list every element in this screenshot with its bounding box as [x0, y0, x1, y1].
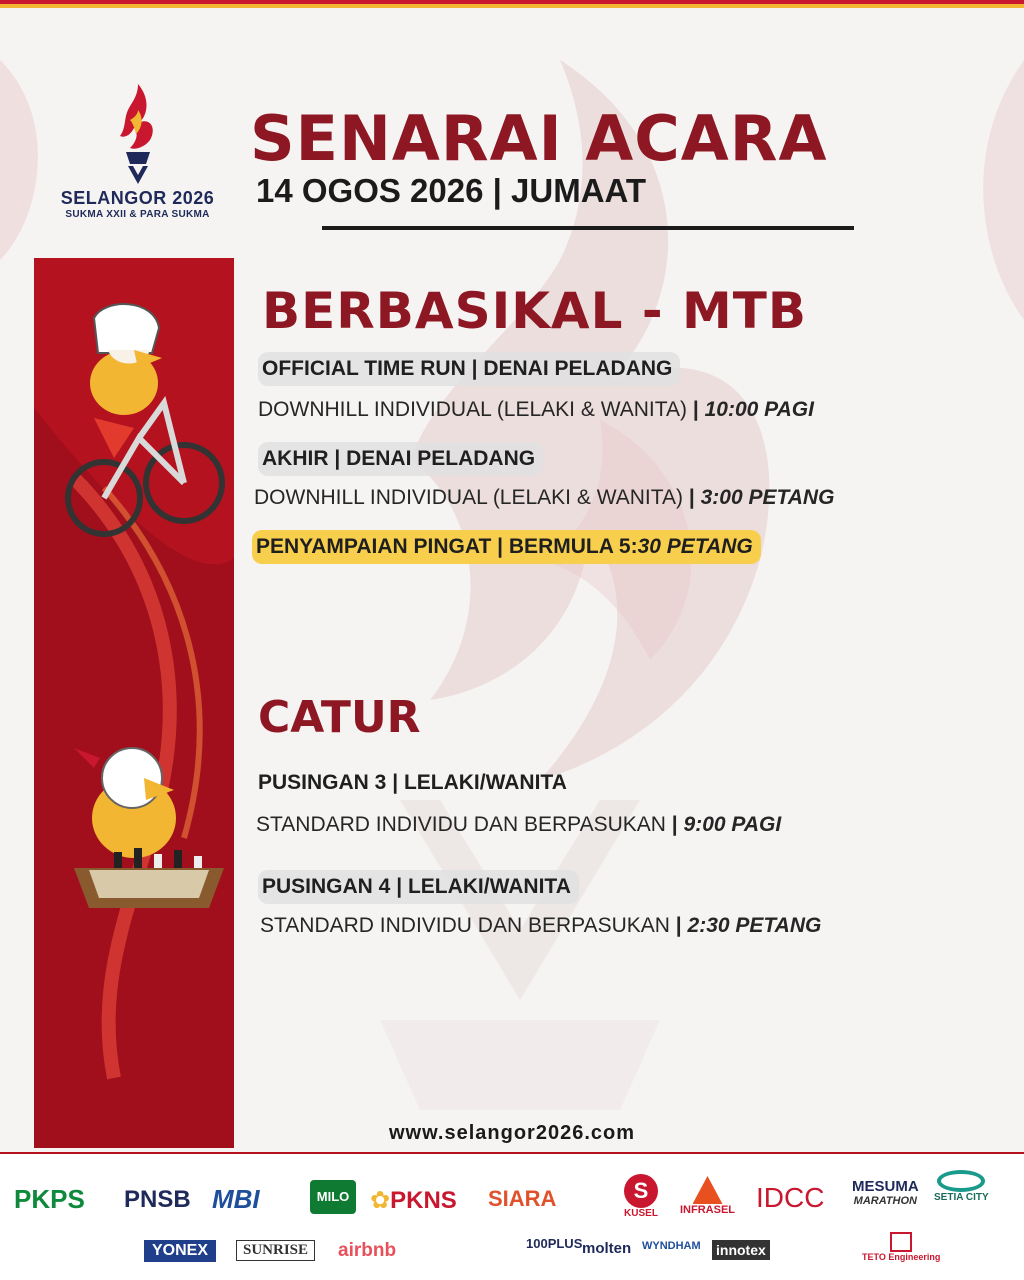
- sponsor-sunrise: SUNRISE: [236, 1240, 315, 1261]
- medal-ceremony-label: PENYAMPAIAN PINGAT: [256, 535, 492, 558]
- mtb-session-2-time: 3:00 PETANG: [700, 486, 835, 509]
- infrasel-logo-icon: [693, 1176, 723, 1204]
- selangor-2026-logo: [50, 80, 225, 230]
- mtb-session-1-label: OFFICIAL TIME RUN: [262, 357, 466, 380]
- catur-round-3-group: LELAKI/WANITA: [403, 771, 567, 794]
- sponsor-infrasel: INFRASEL: [680, 1176, 735, 1216]
- logo-title: SELANGOR 2026: [60, 188, 215, 208]
- catur-round-4-time: 2:30 PETANG: [687, 914, 822, 937]
- sponsor-kusel: S KUSEL: [624, 1174, 658, 1219]
- mtb-session-1-event: DOWNHILL INDIVIDUAL (LELAKI & WANITA) | 10:00 PAGI: [258, 398, 814, 421]
- sponsor-yonex: YONEX: [144, 1240, 216, 1262]
- sponsor-molten: molten: [582, 1240, 632, 1257]
- sponsor-idcc: IDCC: [756, 1182, 825, 1213]
- sponsor-airbnb: airbnb: [338, 1240, 397, 1261]
- sponsor-footer: [0, 1152, 1024, 1280]
- section-title-catur: CATUR: [258, 692, 421, 743]
- mtb-session-1-time: 10:00 PAGI: [704, 398, 814, 421]
- website-link[interactable]: www.selangor2026.com: [388, 1122, 635, 1144]
- sponsor-pkns: ✿PKNS: [370, 1187, 457, 1214]
- torch-icon: [108, 80, 168, 190]
- logo-subtitle: SUKMA XXII & PARA SUKMA: [65, 209, 210, 220]
- medal-ceremony-highlight: PENYAMPAIAN PINGAT | BERMULA 5:30 PETANG: [252, 530, 761, 564]
- kusel-logo-icon: S: [624, 1174, 658, 1208]
- pkns-star-icon: ✿: [370, 1187, 391, 1214]
- mtb-session-2-label: AKHIR: [262, 447, 329, 470]
- mtb-session-2-header: AKHIR | DENAI PELADANG: [258, 442, 543, 476]
- sponsor-milo: MILO: [310, 1180, 356, 1214]
- sponsor-wyndham: WYNDHAM: [642, 1240, 701, 1252]
- catur-round-4-group: LELAKI/WANITA: [407, 875, 571, 898]
- catur-round-4-label: PUSINGAN 4: [262, 875, 391, 898]
- sponsor-100plus: 100PLUS: [526, 1236, 583, 1251]
- sponsor-mesuma: MESUMA MARATHON: [852, 1178, 919, 1207]
- catur-round-3-event: STANDARD INDIVIDU DAN BERPASUKAN | 9:00 PAGI: [256, 813, 782, 836]
- catur-round-4-header: PUSINGAN 4 | LELAKI/WANITA: [258, 870, 579, 904]
- mascot-illustration: [34, 258, 234, 1148]
- mtb-session-2-venue: DENAI PELADANG: [346, 447, 536, 470]
- catur-round-4-event: STANDARD INDIVIDU DAN BERPASUKAN | 2:30 PETANG: [260, 914, 822, 937]
- teto-logo-icon: [890, 1232, 912, 1252]
- catur-round-3-label: PUSINGAN 3: [258, 771, 387, 794]
- setia-city-logo-icon: [937, 1170, 985, 1192]
- sponsor-siara: SIARA: [488, 1186, 557, 1211]
- section-title-mtb: BERBASIKAL - MTB: [262, 282, 808, 340]
- catur-round-3-time: 9:00 PAGI: [683, 813, 782, 836]
- mtb-session-1-venue: DENAI PELADANG: [483, 357, 673, 380]
- medal-ceremony-time: 30 PETANG: [637, 535, 753, 558]
- page-title: SENARAI ACARA: [250, 102, 828, 175]
- mtb-session-2-event: DOWNHILL INDIVIDUAL (LELAKI & WANITA) | 3:00 PETANG: [254, 486, 835, 509]
- sponsor-pnsb: PNSB: [124, 1186, 191, 1213]
- sponsor-pkps: PKPS: [14, 1184, 85, 1214]
- mtb-session-1-header: OFFICIAL TIME RUN | DENAI PELADANG: [258, 352, 680, 386]
- sponsor-mbi: MBI: [212, 1184, 260, 1214]
- catur-round-3-header: PUSINGAN 3 | LELAKI/WANITA: [258, 771, 567, 794]
- title-divider: [322, 226, 854, 230]
- mascot-side-panel: [34, 258, 234, 1148]
- sponsor-setia-city: SETIA CITY: [934, 1170, 989, 1203]
- sponsor-teto: TETO Engineering: [862, 1232, 940, 1262]
- sponsor-innotex: innotex: [712, 1240, 770, 1260]
- event-date: 14 OGOS 2026 | JUMAAT: [256, 172, 647, 209]
